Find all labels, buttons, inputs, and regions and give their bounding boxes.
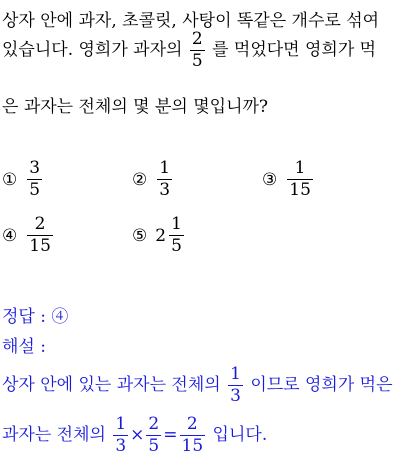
choice-2[interactable] <box>132 160 174 199</box>
choice-4[interactable] <box>2 216 55 255</box>
choice-3[interactable] <box>262 160 315 199</box>
choice-marker: ④ <box>2 225 18 246</box>
solution-text: 이므로 영희가 먹은 <box>250 375 393 395</box>
fraction <box>180 416 206 455</box>
numerator: 1 <box>115 414 127 434</box>
denominator: 15 <box>29 236 51 256</box>
fraction <box>190 31 205 70</box>
fraction <box>169 216 184 255</box>
denominator: 5 <box>171 236 182 256</box>
choice-1[interactable] <box>2 160 44 199</box>
numerator: 1 <box>294 158 306 178</box>
question-text: 있습니다. 영희가 과자의 <box>2 40 183 60</box>
numerator: 3 <box>29 158 41 178</box>
numerator: 1 <box>230 364 241 384</box>
solution-line-2 <box>2 416 267 455</box>
whole-part: 2 <box>155 225 167 246</box>
question-text: 를 먹었다면 영희가 먹 <box>212 40 377 60</box>
fraction <box>27 160 42 199</box>
fraction <box>157 160 172 199</box>
choice-marker: ③ <box>262 169 278 190</box>
denominator: 5 <box>29 180 41 200</box>
answer-value: ④ <box>51 307 69 327</box>
choice-marker: ① <box>2 169 18 190</box>
numerator: 2 <box>191 29 203 49</box>
choice-marker: ⑤ <box>132 225 148 246</box>
choice-5[interactable] <box>132 216 186 255</box>
fraction <box>287 160 313 199</box>
numerator: 2 <box>148 414 160 434</box>
fraction <box>27 216 53 255</box>
fraction <box>146 416 161 455</box>
denominator: 5 <box>191 51 203 71</box>
solution-label: 해설 : <box>2 337 46 357</box>
times-sign: × <box>130 425 145 445</box>
question-line-1: 상자 안에 과자, 초콜릿, 사탕이 똑같은 개수로 섞여 <box>2 11 380 31</box>
solution-text: 상자 안에 있는 과자는 전체의 <box>2 375 221 395</box>
answer-line <box>2 302 68 327</box>
fraction <box>113 416 128 455</box>
question-line-2 <box>2 31 376 70</box>
denominator: 3 <box>230 386 241 406</box>
question-line-3: 은 과자는 전체의 몇 분의 몇입니까? <box>2 97 269 117</box>
choice-marker: ② <box>132 169 148 190</box>
numerator: 1 <box>159 158 171 178</box>
denominator: 3 <box>115 436 127 456</box>
solution-line-1 <box>2 366 393 405</box>
numerator: 1 <box>171 214 182 234</box>
numerator: 2 <box>34 214 46 234</box>
equals-sign: = <box>163 425 178 445</box>
denominator: 3 <box>159 180 171 200</box>
denominator: 15 <box>181 436 204 456</box>
numerator: 2 <box>186 414 198 434</box>
solution-text: 입니다. <box>212 425 268 445</box>
solution-text: 과자는 전체의 <box>2 425 106 445</box>
denominator: 15 <box>289 180 311 200</box>
fraction <box>228 366 243 405</box>
mixed-number <box>155 216 186 255</box>
answer-label: 정답 : <box>2 307 46 327</box>
denominator: 5 <box>148 436 160 456</box>
